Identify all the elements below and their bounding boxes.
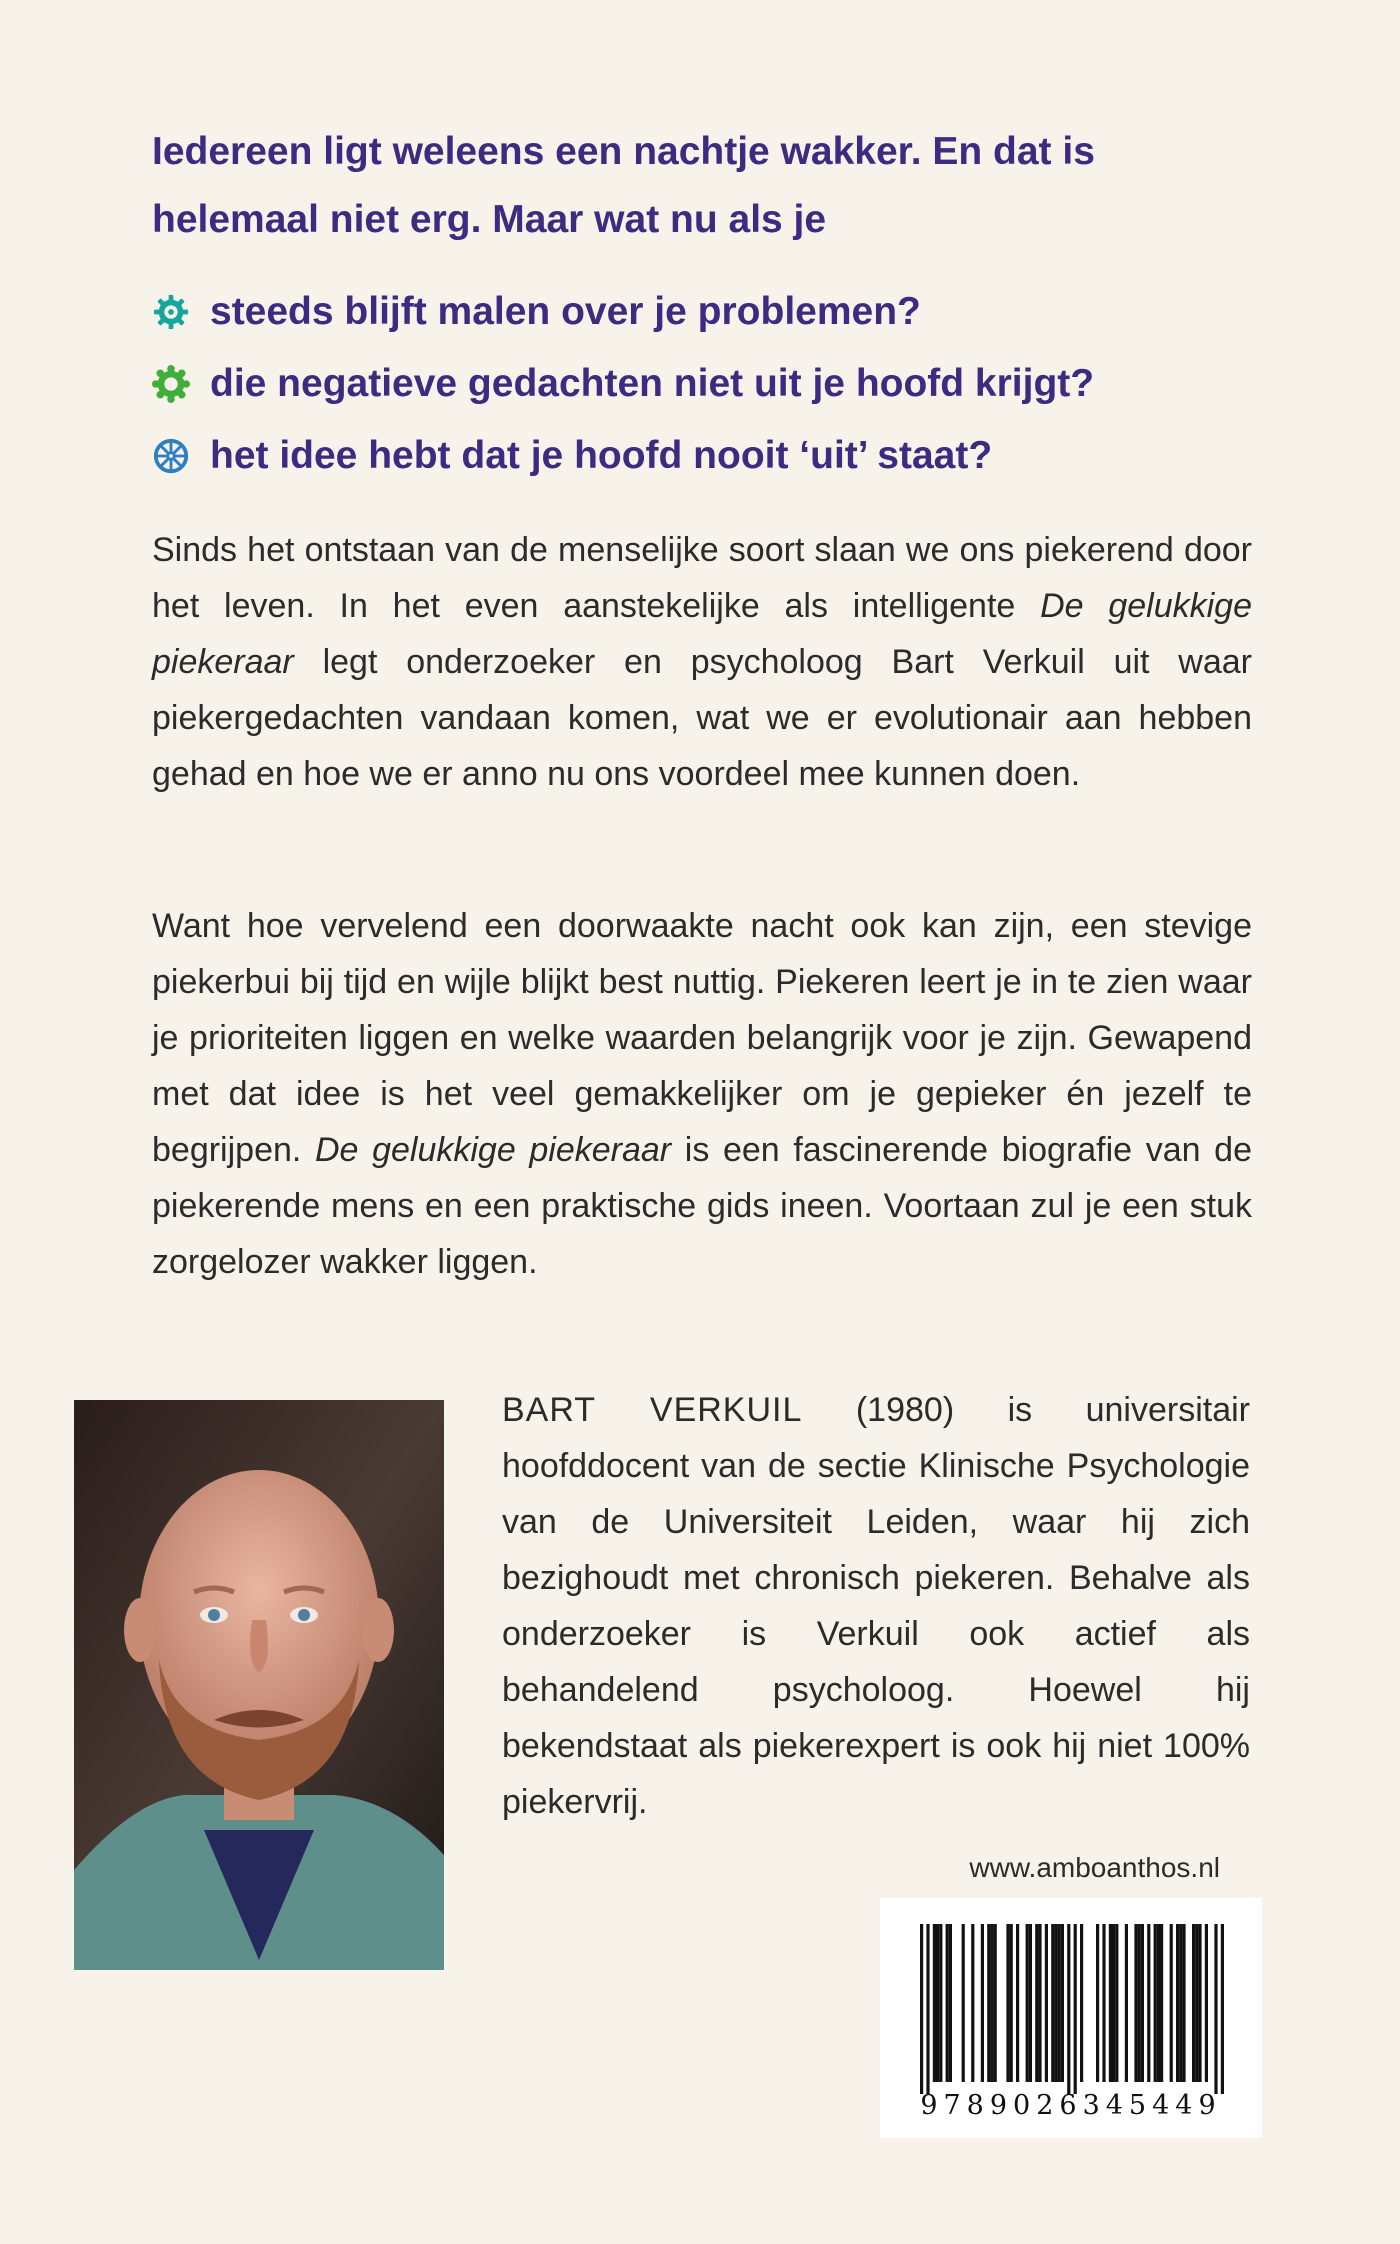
barcode-bar [1141,1924,1144,2082]
green-sun-icon [152,365,190,403]
barcode-bar [981,1924,984,2082]
barcode-bar [1074,1924,1077,2094]
barcode-bar [1182,1924,1185,2082]
barcode-bar [1035,1924,1038,2082]
barcode-bar [1147,1924,1150,2082]
barcode-bar [971,1924,974,2082]
barcode-bar [1170,1924,1173,2082]
barcode-bar [1045,1924,1048,2082]
barcode-bar [1061,1924,1064,2082]
barcode-bar [949,1924,952,2082]
second-paragraph [152,898,1252,1290]
barcode-bar [1115,1924,1118,2082]
bullet-text: die negatieve gedachten niet uit je hoofd krijgt? [210,362,1095,405]
barcode-bar [936,1924,939,2082]
blue-wheel-icon [152,437,190,475]
barcode-bar [1176,1924,1179,2082]
barcode-bar [920,1924,923,2094]
barcode-bar [1026,1924,1029,2082]
barcode-bar [1195,1924,1198,2082]
barcode-bar [987,1924,990,2082]
barcode-bar [1109,1924,1112,2082]
barcode-bar [1058,1924,1061,2082]
list-item [152,420,1302,492]
barcode-bar [1179,1924,1182,2082]
list-item [152,348,1302,420]
intro-paragraph [152,522,1252,802]
isbn-barcode [880,1898,1262,2138]
intro-text-end: legt onderzoeker en psycholoog Bart Verkuil uit waar piekergedachten vandaan komen, wat we er evolutionair aan hebben gehad en hoe we er anno nu ons voordeel mee kunnen doen. [152,643,1252,793]
second-text-start: Want hoe vervelend een doorwaakte nacht ook kan zijn, een stevige piekerbui bij tijd en wijle blijkt best nuttig. Piekeren leert je in te zien waar je prioriteiten liggen en welke waarden belangrijk voor je zijn. Gewapend met dat idee is het veel gemakkelijker om je gepieker én jezelf te begrijpen. [152,907,1252,1169]
barcode-bar [1192,1924,1195,2082]
isbn-number: 9789026345449 [920,2090,1222,2121]
barcode-bar [1038,1924,1041,2082]
barcode-bar [1096,1924,1099,2082]
barcode-bar [1138,1924,1141,2082]
barcode-bar [1154,1924,1157,2082]
barcode-bar [1016,1924,1019,2082]
barcode-bar [1102,1924,1105,2082]
barcode-bar [990,1924,993,2082]
barcode-bar [1006,1924,1009,2082]
barcode-bar [1125,1924,1128,2082]
barcode-bar [1067,1924,1070,2094]
second-text-end: is een fascinerende biografie van de piekerende mens en een praktische gids ineen. Voortaan zul je een stuk zorgelozer wakker liggen. [152,1131,1252,1281]
barcode-bar [1010,1924,1013,2082]
barcode-bar [994,1924,997,2082]
question-list [152,276,1302,492]
author-name: BART VERKUIL [502,1391,803,1429]
headline [152,118,1272,254]
author-bio-text: (1980) is universitair hoofddocent van de sectie Klinische Psychologie van de Universiteit Leiden, waar hij zich bezighoudt met chronisch piekeren. Behalve als onderzoeker is Verkuil ook actief als behandelend psycholoog. Hoewel hij bekendstaat als piekerexpert is ook hij niet 100% piekervrij. [502,1391,1250,1821]
barcode-bar [1112,1924,1115,2082]
barcode-bar [1198,1924,1201,2082]
barcode-bar [1054,1924,1057,2082]
barcode-bar [962,1924,965,2082]
intro-text-start: Sinds het ontstaan van de menselijke soort slaan we ons piekerend door het leven. In het even aanstekelijke als intelligente [152,531,1252,625]
barcode-bar [933,1924,936,2082]
barcode-bar [939,1924,942,2082]
book-title: De gelukkige piekeraar [314,1131,672,1169]
author-photo [74,1400,444,1970]
list-item [152,276,1302,348]
barcode-bar [1157,1924,1160,2082]
barcode-bar [946,1924,949,2082]
barcode-bar [1221,1924,1224,2094]
book-title: De gelukkige piekeraar [152,587,1252,681]
barcode-bar [1214,1924,1217,2094]
barcode-bar [926,1924,929,2094]
barcode-bar [1134,1924,1137,2082]
bullet-text: steeds blijft malen over je problemen? [210,290,921,333]
barcode-bar [1205,1924,1208,2082]
teal-gear-icon [152,293,190,331]
headline-line-2: helemaal niet erg. Maar wat nu als je [152,198,827,241]
barcode-bar [1160,1924,1163,2082]
author-bio [502,1382,1250,1830]
barcode-bar [1029,1924,1032,2082]
publisher-website[interactable]: www.amboanthos.nl [969,1852,1220,1883]
headline-line-1: Iedereen ligt weleens een nachtje wakker. En dat is [152,130,1095,173]
bullet-text: het idee hebt dat je hoofd nooit ‘uit’ staat? [210,434,993,477]
barcode-bar [1051,1924,1054,2082]
barcode-bar [1080,1924,1083,2082]
